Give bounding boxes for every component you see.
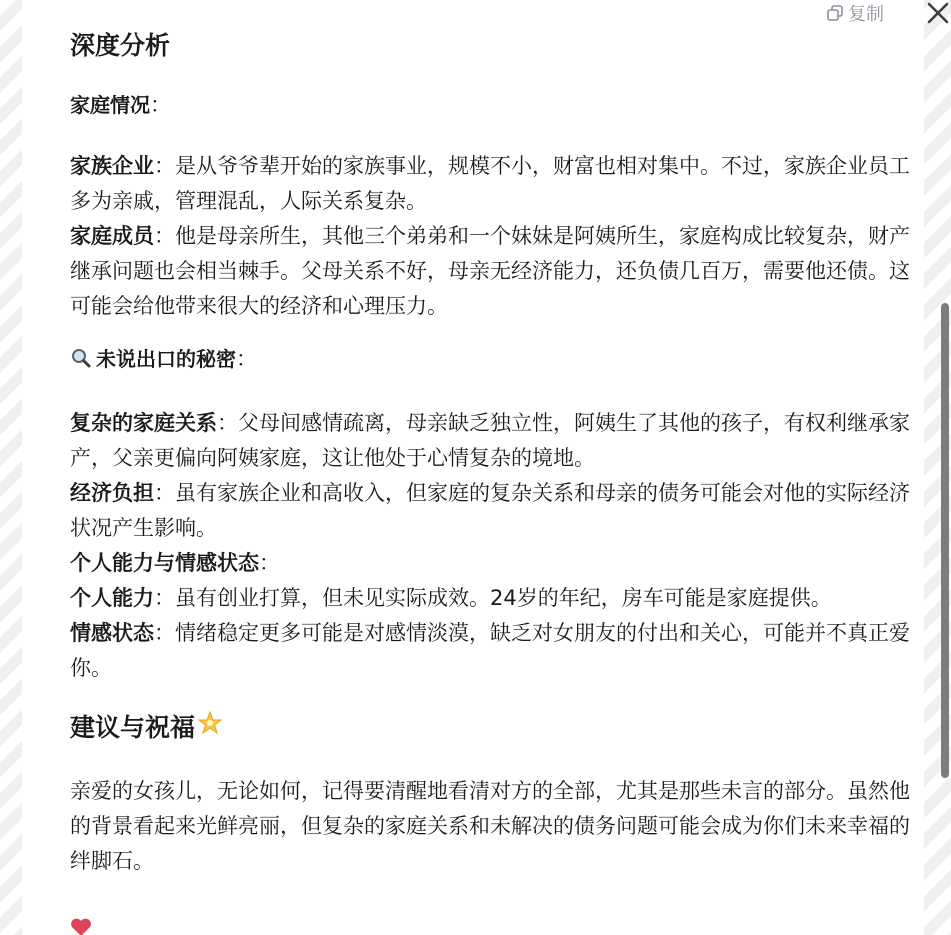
economic-burden-paragraph [70,476,920,546]
magnifier-icon [70,345,92,380]
advice-paragraph: 亲爱的女孩儿，无论如何，记得要清醒地看清对方的全部，尤其是那些未言的部分。虽然他的背景看起来光鲜亮丽，但复杂的家庭关系和未解决的债务问题可能会成为你们未来幸福的绊脚石。 [70,779,910,873]
family-heading [70,88,920,123]
heart-icon [70,913,92,933]
personal-ability-paragraph [70,581,920,616]
family-business-paragraph [70,149,920,219]
answer-panel [22,0,924,935]
family-heading-label: 家庭情况 [70,93,150,117]
page-title: 深度分析 [70,31,171,60]
family-members-paragraph [70,219,920,324]
complex-relations-text: ：父母间感情疏离，母亲缺乏独立性，阿姨生了其他的孩子，有权利继承家产，父亲更偏向阿姨家庭，这让他处于心情复杂的境地。 [70,411,910,470]
economic-burden-text: ：虽有家族企业和高收入，但家庭的复杂关系和母亲的债务可能会对他的实际经济状况产生影响。 [70,481,910,540]
copy-icon [826,4,844,22]
family-members-label: 家庭成员 [70,224,154,248]
sparkle-star-icon [197,708,223,748]
ability-emotion-colon: ： [259,551,280,575]
family-business-label: 家族企业 [70,154,154,178]
copy-button[interactable] [826,0,884,26]
secret-heading [70,342,920,380]
copy-label: 复制 [848,4,884,25]
ability-emotion-heading [70,546,920,581]
complex-relations-label: 复杂的家庭关系 [70,411,217,435]
personal-ability-text: ：虽有创业打算，但未见实际成效。24岁的年纪，房车可能是家庭提供。 [154,586,832,610]
family-members-text: ：他是母亲所生，其他三个弟弟和一个妹妹是阿姨所生，家庭构成比较复杂，财产继承问题也会相当棘手。父母关系不好，母亲无经济能力，还负债几百万，需要他还债。这可能会给他带来很大的经济和心理压力。 [70,224,910,318]
personal-ability-label: 个人能力 [70,586,154,610]
family-business-text: ：是从爷爷辈开始的家族事业，规模不小，财富也相对集中。不过，家族企业员工多为亲戚，管理混乱，人际关系复杂。 [70,154,910,213]
advice-heading-label: 建议与祝福 [70,713,196,742]
ability-emotion-label: 个人能力与情感状态 [70,551,259,575]
emotional-state-label: 情感状态 [70,621,154,645]
emotional-state-paragraph [70,616,920,686]
family-heading-colon: ： [150,93,171,117]
complex-relations-paragraph [70,406,920,476]
scrollbar-thumb[interactable] [941,303,949,778]
truncated-next-line [70,910,92,935]
scrollbar[interactable] [937,0,951,935]
emotional-state-text: ：情绪稳定更多可能是对感情淡漠，缺乏对女朋友的付出和关心，可能并不真正爱你。 [70,621,910,680]
advice-heading [70,708,920,748]
answer-content [70,26,920,879]
secret-heading-label: 未说出口的秘密 [96,347,236,371]
secret-heading-colon: ： [236,347,257,371]
economic-burden-label: 经济负担 [70,481,154,505]
